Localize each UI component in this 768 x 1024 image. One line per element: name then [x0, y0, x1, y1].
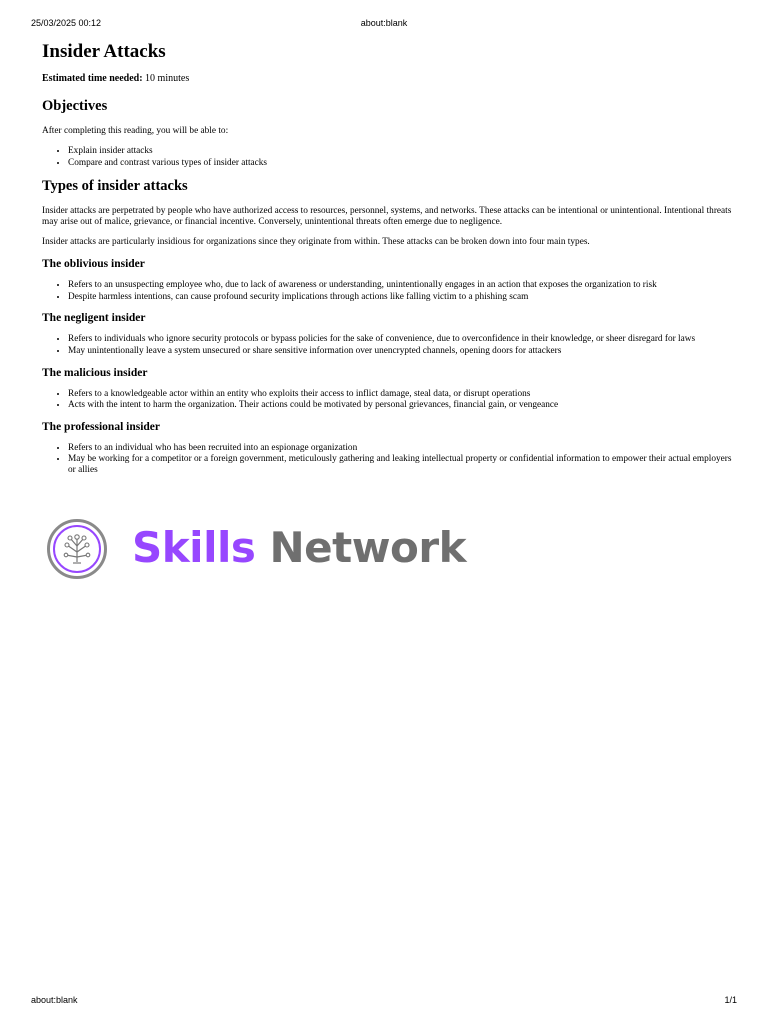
estimated-time [42, 73, 732, 85]
print-header-datetime: 25/03/2025 00:12 [31, 18, 102, 28]
types-paragraph-1: Insider attacks are perpetrated by people who have authorized access to resources, personnel, systems, and networks. These attacks can be intentional or unintentional. Intentional threats may arise out of malice, grievance, or financial incentive. Conversely, unintentional threats often emerge due to negligence. [42, 206, 732, 228]
list-item: • Refers to an unsuspecting employee who, due to lack of awareness or understanding, unintentionally engages in an action that exposes the organization to risk [68, 280, 732, 291]
list-item: • Acts with the intent to harm the organization. Their actions could be motivated by personal grievances, financial gain, or vengeance [68, 400, 732, 411]
professional-insider-heading: The professional insider [42, 420, 160, 433]
list-item: • Explain insider attacks [68, 146, 732, 157]
logo-word-network: Network [269, 523, 467, 572]
skills-network-tree-icon [46, 518, 108, 580]
print-footer-url: about:blank [31, 995, 78, 1005]
skills-network-logo [46, 518, 466, 580]
oblivious-insider-list [42, 280, 732, 302]
list-item: • Compare and contrast various types of insider attacks [68, 158, 732, 169]
list-item: • Refers to an individual who has been recruited into an espionage organization [68, 443, 732, 454]
malicious-insider-heading: The malicious insider [42, 366, 148, 379]
list-item: • Refers to a knowledgeable actor within an entity who exploits their access to inflict damage, steal data, or disrupt operations [68, 389, 732, 400]
negligent-insider-heading: The negligent insider [42, 312, 146, 325]
professional-insider-list [42, 443, 732, 476]
list-item: • May unintentionally leave a system unsecured or share sensitive information over unencrypted channels, opening doors for attackers [68, 346, 732, 357]
types-heading: Types of insider attacks [42, 178, 188, 195]
list-item: • Despite harmless intentions, can cause profound security implications through actions like falling victim to a phishing scam [68, 292, 732, 303]
document-body [42, 40, 732, 485]
list-item: • Refers to individuals who ignore security protocols or bypass policies for the sake of convenience, due to overconfidence in their knowledge, or sheer disregard for laws [68, 334, 732, 345]
types-paragraph-2: Insider attacks are particularly insidious for organizations since they originate from within. These attacks can be broken down into four main types. [42, 237, 590, 248]
logo-word-skills: Skills [132, 523, 256, 572]
estimated-time-value: 10 minutes [145, 73, 190, 84]
objectives-heading: Objectives [42, 98, 108, 114]
objectives-intro: After completing this reading, you will be able to: [42, 126, 229, 136]
logo-wordmark [132, 522, 466, 574]
list-item: • May be working for a competitor or a foreign government, meticulously gathering and leaking intellectual property or confidential information to empower their actual employers or allies [68, 454, 732, 475]
print-header-title: about:blank [360, 18, 408, 28]
oblivious-insider-heading: The oblivious insider [42, 258, 145, 271]
malicious-insider-list [42, 389, 732, 411]
negligent-insider-list [42, 334, 732, 356]
estimated-time-label: Estimated time needed: [42, 73, 143, 84]
objectives-list [42, 146, 732, 168]
print-footer-page: 1/1 [724, 995, 737, 1005]
page-title: Insider Attacks [42, 41, 166, 62]
